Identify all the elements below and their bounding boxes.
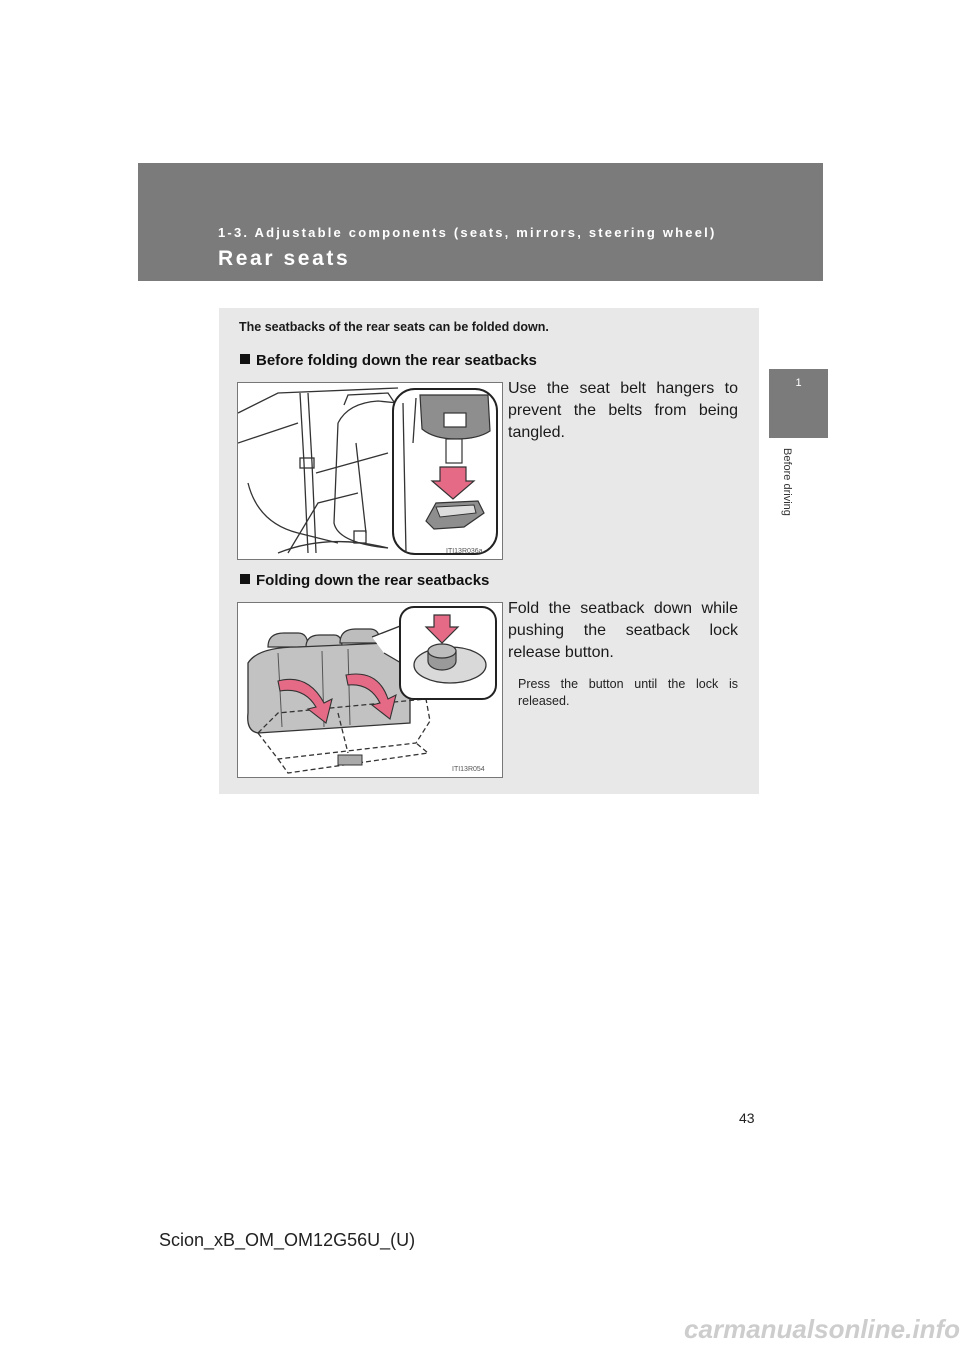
section-heading-before-folding xyxy=(240,352,537,369)
chapter-tab[interactable] xyxy=(769,369,828,438)
content-panel xyxy=(219,308,759,794)
section-body-before-folding: Use the seat belt hangers to prevent the belts from being tangled. xyxy=(508,380,738,441)
section-note-folding-down: Press the button until the lock is released. xyxy=(518,677,738,708)
section-breadcrumb: 1-3. Adjustable components (seats, mirrors, steering wheel) xyxy=(218,225,717,240)
square-bullet-icon xyxy=(240,354,250,364)
intro-text: The seatbacks of the rear seats can be folded down. xyxy=(239,320,549,334)
document-id: Scion_xB_OM_OM12G56U_(U) xyxy=(159,1230,416,1250)
figure-code: ITI13R036a xyxy=(446,548,483,555)
section-heading-folding-down xyxy=(240,572,489,589)
chapter-tab-label: Before driving xyxy=(781,448,793,516)
page-title: Rear seats xyxy=(218,247,351,270)
page-number: 43 xyxy=(739,1110,755,1126)
section-heading-text: Folding down the rear seatbacks xyxy=(256,572,490,589)
chapter-tab-number: 1 xyxy=(795,377,802,389)
figure-code: ITI13R054 xyxy=(452,766,485,773)
watermark: carmanualsonline.info xyxy=(684,1314,960,1344)
seatback-fold-illustration xyxy=(237,602,503,778)
section-heading-text: Before folding down the rear seatbacks xyxy=(256,352,537,369)
section-body-folding-down: Fold the seatback down while pushing the seatback lock release button. xyxy=(508,600,738,661)
chapter-header xyxy=(138,163,823,281)
square-bullet-icon xyxy=(240,574,250,584)
seat-belt-hanger-illustration xyxy=(237,382,503,560)
